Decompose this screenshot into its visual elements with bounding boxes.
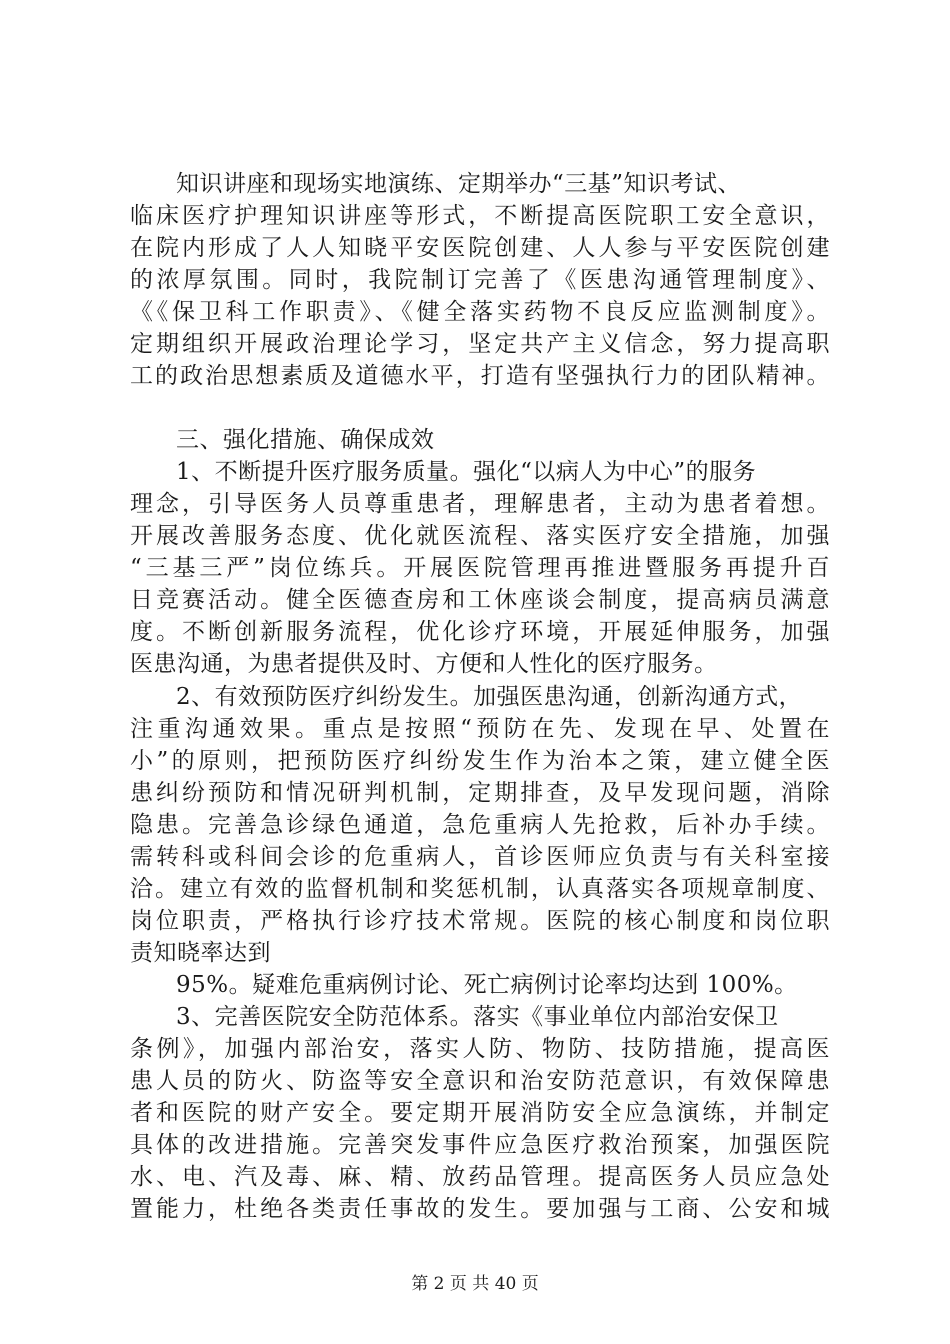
paragraph-line: 日竞赛活动。健全医德查房和工休座谈会制度，提高病员满意: [130, 587, 830, 613]
paragraph-line: 洽。建立有效的监督机制和奖惩机制，认真落实各项规章制度、: [130, 876, 830, 902]
paragraph-line: 定期组织开展政治理论学习，坚定共产主义信念，努力提高职: [130, 331, 830, 357]
paragraph-line: 条例》，加强内部治安，落实人防、物防、技防措施，提高医: [130, 1036, 830, 1062]
paragraph-line: 需转科或科间会诊的危重病人，首诊医师应负责与有关科室接: [130, 844, 830, 870]
paragraph-line: 2、有效预防医疗纠纷发生。加强医患沟通，创新沟通方式，: [176, 684, 803, 710]
paragraph-line: 患人员的防火、防盗等安全意识和治安防范意识，有效保障患: [130, 1068, 830, 1094]
page-footer: 第 2 页 共 40 页: [411, 1274, 539, 1294]
paragraph-line: 小”的原则，把预防医疗纠纷发生作为治本之策，建立健全医: [130, 748, 830, 774]
paragraph-line: 度。不断创新服务流程，优化诊疗环境，开展延伸服务，加强: [130, 619, 830, 645]
paragraph-line: 1、不断提升医疗服务质量。强化“以病人为中心”的服务: [176, 459, 757, 485]
paragraph-line: 责知晓率达到: [130, 940, 271, 966]
paragraph-line: 理念，引导医务人员尊重患者，理解患者，主动为患者着想。: [130, 491, 830, 517]
paragraph-line: “三基三严”岗位练兵。开展医院管理再推进暨服务再提升百: [130, 555, 830, 581]
paragraph-line: 岗位职责，严格执行诊疗技术常规。医院的核心制度和岗位职: [130, 908, 830, 934]
paragraph-line: 置能力，杜绝各类责任事故的发生。要加强与工商、公安和城: [130, 1196, 830, 1222]
paragraph-line: 开展改善服务态度、优化就医流程、落实医疗安全措施，加强: [130, 523, 830, 549]
paragraph-line: 工的政治思想素质及道德水平，打造有坚强执行力的团队精神。: [130, 363, 830, 389]
paragraph-line: 95%。疑难危重病例讨论、死亡病例讨论率均达到 100%。: [176, 972, 798, 998]
paragraph-line: 者和医院的财产安全。要定期开展消防安全应急演练，并制定: [130, 1100, 830, 1126]
paragraph-line: 3、完善医院安全防范体系。落实《事业单位内部治安保卫: [176, 1004, 779, 1030]
paragraph-line: 知识讲座和现场实地演练、定期举办“三基”知识考试、: [176, 171, 742, 197]
paragraph-line: 临床医疗护理知识讲座等形式，不断提高医院职工安全意识，: [130, 203, 830, 229]
paragraph-line: 水、电、汽及毒、麻、精、放药品管理。提高医务人员应急处: [130, 1164, 830, 1190]
paragraph-line: 《《保卫科工作职责》、《健全落实药物不良反应监测制度》。: [130, 299, 830, 325]
paragraph-line: 注重沟通效果。重点是按照“预防在先、发现在早、处置在: [130, 716, 830, 742]
paragraph-line: 患纠纷预防和情况研判机制，定期排查，及早发现问题，消除: [130, 780, 830, 806]
paragraph-line: 具体的改进措施。完善突发事件应急医疗救治预案，加强医院: [130, 1132, 830, 1158]
paragraph-line: 在院内形成了人人知晓平安医院创建、人人参与平安医院创建: [130, 235, 830, 261]
paragraph-line: 医患沟通，为患者提供及时、方便和人性化的医疗服务。: [130, 651, 718, 677]
paragraph-line: 的浓厚氛围。同时，我院制订完善了《医患沟通管理制度》、: [130, 267, 830, 293]
paragraph-line: 三、强化措施、确保成效: [176, 427, 435, 453]
paragraph-line: 隐患。完善急诊绿色通道，急危重病人先抢救，后补办手续。: [130, 812, 830, 838]
